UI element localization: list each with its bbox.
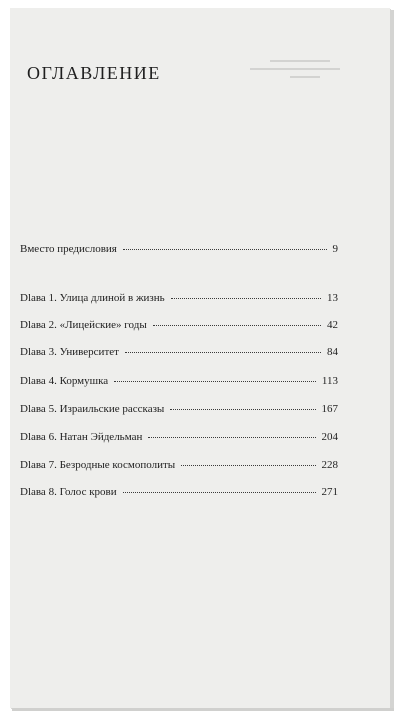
show-through-text: [250, 60, 340, 94]
toc-entry-label: Dlава 5. Израильские рассказы: [20, 403, 165, 415]
toc-entry-page: 42: [327, 319, 338, 331]
toc-entry: [20, 243, 338, 255]
toc-entry-label: Dlава 7. Безродные космополиты: [20, 459, 176, 471]
toc-entry-label: Dlава 1. Улица длиной в жизнь: [20, 292, 165, 304]
toc-entry-label: Dlава 3. Университет: [20, 346, 119, 358]
toc-entry-label: Dlава 6. Натан Эйдельман: [20, 431, 143, 443]
toc-entry-page: 13: [327, 292, 338, 304]
toc-entry-label: Dlава 2. «Лицейские» годы: [20, 319, 147, 331]
dot-leader: [171, 298, 321, 299]
toc-entry: [20, 403, 338, 415]
dot-leader: [153, 325, 321, 326]
page-edge-right: [390, 10, 394, 708]
toc-entry-label: Вместо предисловия: [20, 243, 117, 255]
toc-entry-page: 113: [321, 375, 338, 387]
dot-leader: [123, 249, 327, 250]
dot-leader: [114, 381, 316, 382]
toc-entry: [20, 486, 338, 498]
toc-entry-page: 84: [327, 346, 338, 358]
toc-entry: [20, 431, 338, 443]
toc-entry: [20, 319, 338, 331]
toc-entry: [20, 459, 338, 471]
book-page: [10, 8, 390, 708]
toc-entry-label: Dlава 4. Кормушка: [20, 375, 109, 387]
dot-leader: [170, 409, 315, 410]
toc-entry: [20, 292, 338, 304]
toc-entry-page: 167: [321, 403, 338, 415]
toc-entry-page: 204: [321, 431, 338, 443]
toc-entry: [20, 346, 338, 358]
toc-entry-page: 271: [321, 486, 338, 498]
dot-leader: [148, 437, 315, 438]
toc-entry-page: 9: [332, 243, 338, 255]
dot-leader: [181, 465, 315, 466]
page-edge-bottom: [12, 708, 394, 711]
toc-entry-page: 228: [321, 459, 338, 471]
toc-entry-label: Dlава 8. Голос крови: [20, 486, 117, 498]
dot-leader: [125, 352, 321, 353]
toc-entry: [20, 375, 338, 387]
page-title: оглавление: [27, 56, 161, 85]
dot-leader: [123, 492, 316, 493]
